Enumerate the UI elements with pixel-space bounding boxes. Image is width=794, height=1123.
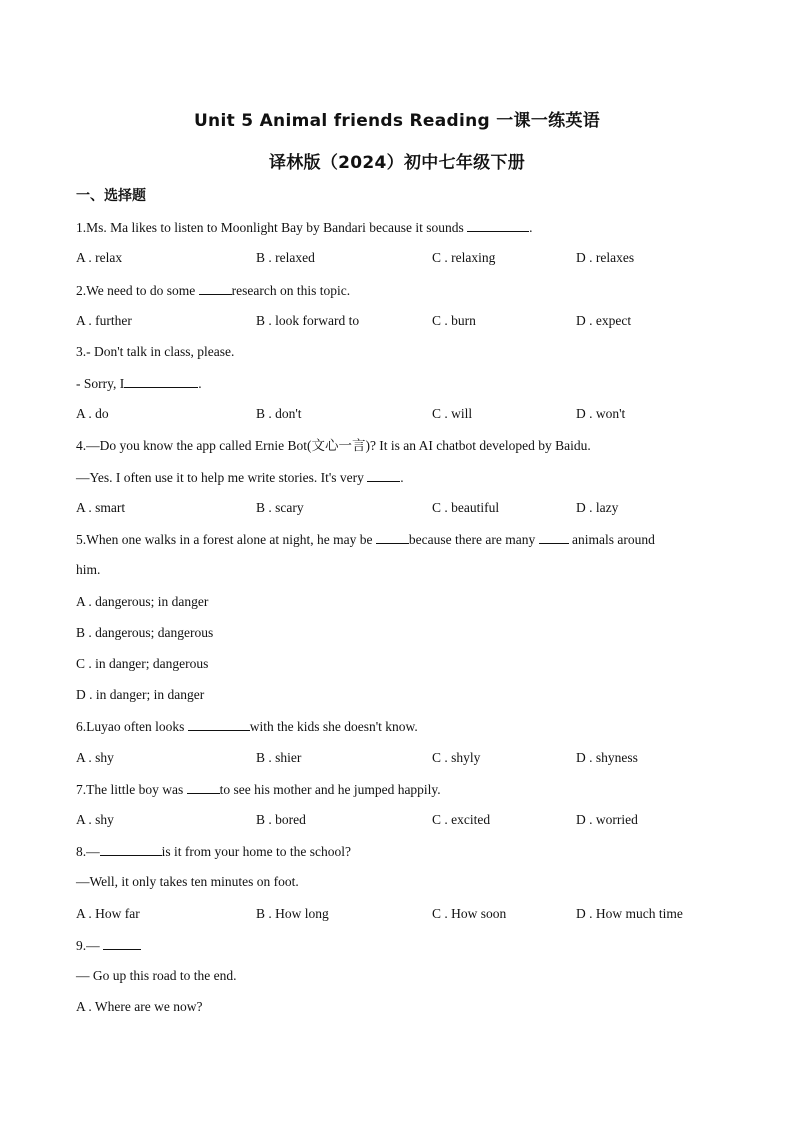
answer-blank xyxy=(467,218,529,232)
option-b[interactable]: B . scary xyxy=(256,500,304,515)
option-d[interactable]: D . lazy xyxy=(576,500,619,515)
option-c[interactable]: C . in danger; dangerous xyxy=(76,656,209,671)
option-b[interactable]: B . don't xyxy=(256,406,302,421)
option-c[interactable]: C . shyly xyxy=(432,750,481,765)
question-9: 9.— xyxy=(76,936,141,955)
section-heading: 一、选择题 xyxy=(76,188,146,204)
option-a[interactable]: A . Where are we now? xyxy=(76,999,203,1014)
option-a[interactable]: A . shy xyxy=(76,750,114,765)
answer-blank xyxy=(199,281,232,295)
question-5-cont: him. xyxy=(76,562,101,577)
page-title: Unit 5 Animal friends Reading 一课一练英语 xyxy=(193,111,601,131)
option-a[interactable]: A . do xyxy=(76,406,109,421)
option-c[interactable]: C . beautiful xyxy=(432,500,500,515)
option-b[interactable]: B . look forward to xyxy=(256,313,360,328)
option-d[interactable]: D . won't xyxy=(576,406,626,421)
page-subtitle: 译林版（2024）初中七年级下册 xyxy=(268,153,526,173)
option-d[interactable]: D . in danger; in danger xyxy=(76,687,205,702)
answer-blank xyxy=(367,468,400,482)
option-d[interactable]: D . How much time xyxy=(576,906,683,921)
option-a[interactable]: A . relax xyxy=(76,250,123,265)
option-a[interactable]: A . How far xyxy=(76,906,140,921)
question-4-reply: —Yes. I often use it to help me write stories. It's very . xyxy=(76,470,404,485)
option-c[interactable]: C . How soon xyxy=(432,906,507,921)
option-c[interactable]: C . will xyxy=(432,406,473,421)
question-4: 4.—Do you know the app called Ernie Bot(文心一言)? It is an AI chatbot developed by Baidu. xyxy=(76,438,591,453)
answer-blank xyxy=(376,530,409,544)
option-a[interactable]: A . dangerous; in danger xyxy=(76,594,209,609)
question-1: 1.Ms. Ma likes to listen to Moonlight Bay by Bandari because it sounds . xyxy=(76,220,533,235)
option-d[interactable]: D . shyness xyxy=(576,750,638,765)
option-b[interactable]: B . dangerous; dangerous xyxy=(76,625,214,640)
option-c[interactable]: C . burn xyxy=(432,313,476,328)
option-d[interactable]: D . expect xyxy=(576,313,632,328)
option-a[interactable]: A . shy xyxy=(76,812,114,827)
option-b[interactable]: B . How long xyxy=(256,906,329,921)
option-c[interactable]: C . excited xyxy=(432,812,491,827)
answer-blank xyxy=(188,717,250,731)
question-2: 2.We need to do some research on this topic. xyxy=(76,283,351,298)
answer-blank xyxy=(103,936,141,950)
option-b[interactable]: B . shier xyxy=(256,750,302,765)
question-3: 3.- Don't talk in class, please. xyxy=(76,344,235,359)
question-7: 7.The little boy was to see his mother and he jumped happily. xyxy=(76,782,441,797)
answer-blank xyxy=(100,842,162,856)
question-8: 8.— is it from your home to the school? xyxy=(76,844,351,859)
option-d[interactable]: D . worried xyxy=(576,812,638,827)
question-3-reply: - Sorry, I . xyxy=(76,376,202,391)
question-5: 5.When one walks in a forest alone at night, he may be because there are many animals around xyxy=(76,532,655,547)
question-9-reply: — Go up this road to the end. xyxy=(76,968,237,983)
option-c[interactable]: C . relaxing xyxy=(432,250,496,265)
option-a[interactable]: A . further xyxy=(76,313,132,328)
option-a[interactable]: A . smart xyxy=(76,500,126,515)
answer-blank xyxy=(187,780,220,794)
answer-blank xyxy=(539,530,569,544)
question-6: 6.Luyao often looks with the kids she doesn't know. xyxy=(76,719,418,734)
option-d[interactable]: D . relaxes xyxy=(576,250,635,265)
option-b[interactable]: B . relaxed xyxy=(256,250,315,265)
option-b[interactable]: B . bored xyxy=(256,812,306,827)
answer-blank xyxy=(124,374,198,388)
question-8-reply: —Well, it only takes ten minutes on foot. xyxy=(76,874,299,889)
